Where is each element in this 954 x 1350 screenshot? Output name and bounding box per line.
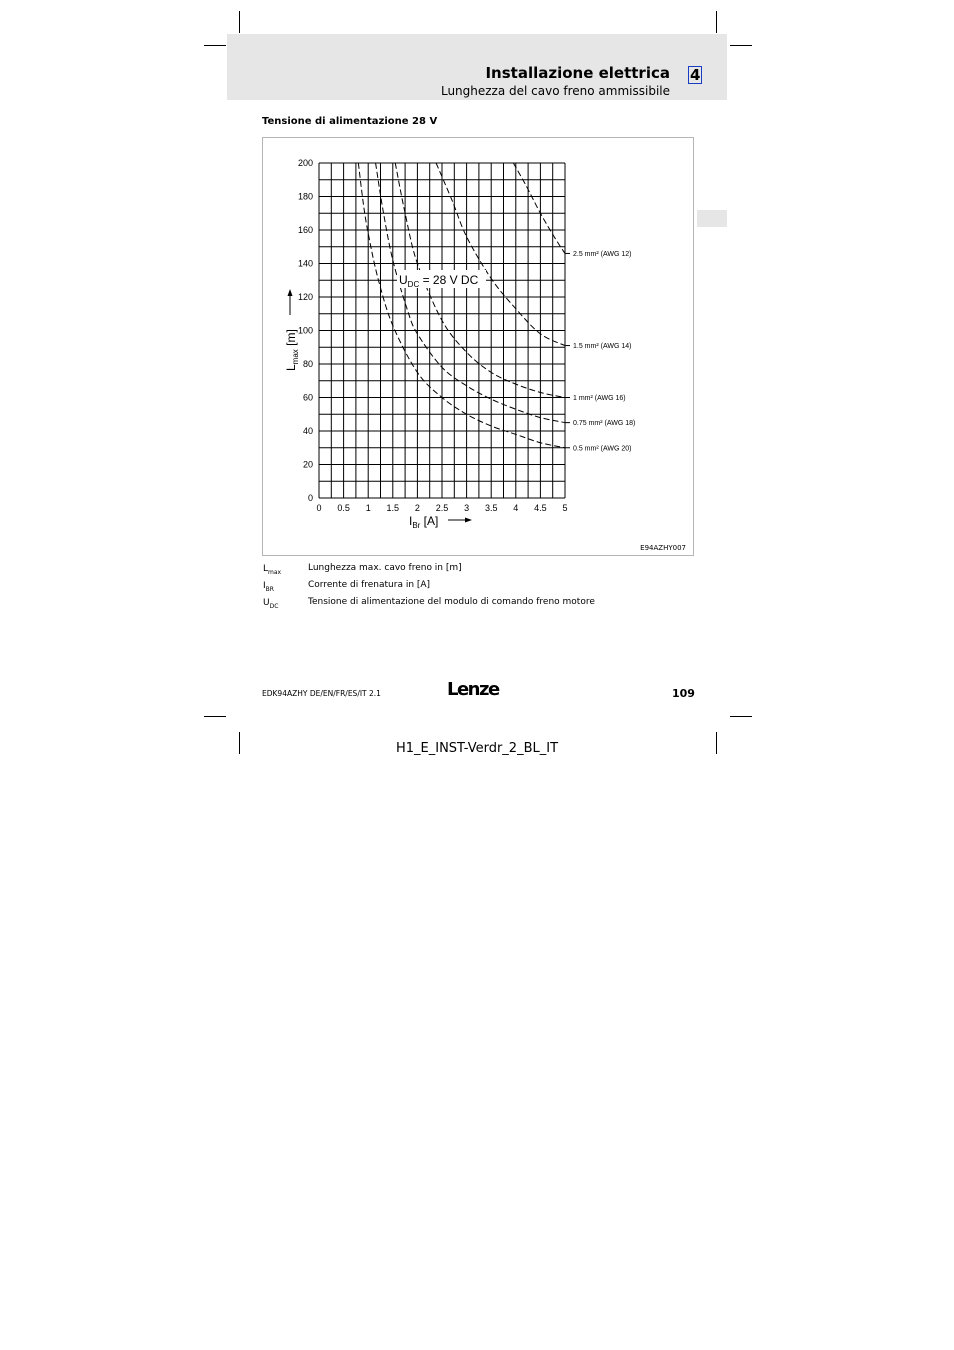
y-tick-label: 100 — [297, 325, 313, 336]
x-tick-label: 2 — [414, 503, 420, 513]
y-tick-label: 160 — [297, 225, 313, 235]
series-curve — [513, 163, 565, 253]
chapter-title: Installazione elettrica — [485, 64, 670, 82]
x-tick-label: 2.5 — [435, 503, 449, 513]
y-tick-label: 80 — [302, 359, 313, 369]
y-tick-label: 0 — [307, 493, 313, 503]
svg-text:Lmax [m]: $L_{max}$ [m] — [284, 329, 300, 371]
page-number: 109 — [672, 687, 695, 700]
x-tick-label: 1.5 — [386, 503, 400, 513]
job-code: H1_E_INST-Verdr_2_BL_IT — [395, 741, 559, 756]
legend-description-ibr: Corrente di frenatura in [A] — [308, 580, 431, 590]
y-tick-label: 40 — [302, 426, 313, 436]
chart-grid — [319, 163, 565, 498]
legend-symbol-lmax: $L_{max}$ — [263, 564, 282, 576]
legend-symbol-ibr: $I_{BR}$ — [263, 581, 274, 593]
section-heading: Tensione di alimentazione 28 V — [262, 116, 438, 127]
y-tick-label: 20 — [302, 459, 313, 470]
footer-document-code: EDK94AZHY DE/EN/FR/ES/IT 2.1 — [262, 689, 381, 698]
crop-mark — [239, 11, 240, 33]
series-curve — [358, 163, 565, 448]
series-label: 2.5 mm² (AWG 12) — [573, 250, 632, 258]
svg-text:UDC = 28 V DC: $U_{DC} = 28$ V DC — [399, 273, 479, 289]
y-tick-label: 200 — [297, 158, 313, 168]
y-tick-label: 60 — [302, 392, 313, 403]
y-axis-arrow — [288, 289, 293, 315]
series-label: 1 mm² (AWG 16) — [573, 395, 626, 402]
crop-mark — [204, 45, 226, 46]
y-tick-label: 180 — [297, 191, 313, 202]
chart-ticks — [298, 158, 568, 513]
chart-curves — [358, 163, 565, 448]
legend-description-udc: Tensione di alimentazione del modulo di comando freno motore — [308, 597, 595, 607]
x-tick-label: 4.5 — [534, 503, 547, 513]
x-tick-label: 0 — [316, 503, 322, 513]
series-label: 0.75 mm² (AWG 18) — [573, 420, 636, 428]
series-curve — [376, 163, 565, 423]
cable-length-chart — [262, 137, 694, 556]
x-axis-label — [409, 514, 438, 530]
lenze-logo: Lenze — [447, 679, 499, 700]
legend-description-lmax: Lunghezza max. cavo freno in [m] — [308, 563, 462, 573]
x-tick-label: 5 — [562, 503, 568, 513]
x-tick-label: 4 — [513, 503, 519, 513]
x-tick-label: 3 — [464, 503, 470, 513]
figure-id: E94AZHY007 — [640, 544, 686, 552]
chapter-subtitle: Lunghezza del cavo freno ammissibile — [440, 84, 670, 98]
side-tab-marker — [697, 210, 727, 227]
chapter-number[interactable]: 4 — [690, 66, 701, 84]
x-axis-arrow — [448, 518, 472, 523]
series-label: 0.5 mm² (AWG 20) — [573, 445, 632, 453]
series-curve — [436, 163, 565, 346]
x-tick-label: 3.5 — [484, 503, 498, 513]
legend-symbol-udc: $U_{DC}$ — [263, 598, 279, 610]
y-tick-label: 140 — [297, 258, 313, 269]
crop-mark — [730, 45, 752, 46]
crop-mark — [204, 716, 226, 717]
chart-series-labels — [565, 251, 635, 452]
crop-mark — [716, 11, 717, 33]
series-label: 1.5 mm² (AWG 14) — [573, 343, 632, 351]
y-axis-label — [284, 329, 300, 371]
y-tick-label: 120 — [297, 292, 313, 302]
svg-text:IBr [A]: $I_{Br}$ [A] — [409, 514, 439, 530]
x-tick-label: 1 — [365, 503, 371, 513]
voltage-annotation — [397, 270, 486, 289]
x-tick-label: 0.5 — [337, 503, 350, 513]
crop-mark — [730, 716, 752, 717]
